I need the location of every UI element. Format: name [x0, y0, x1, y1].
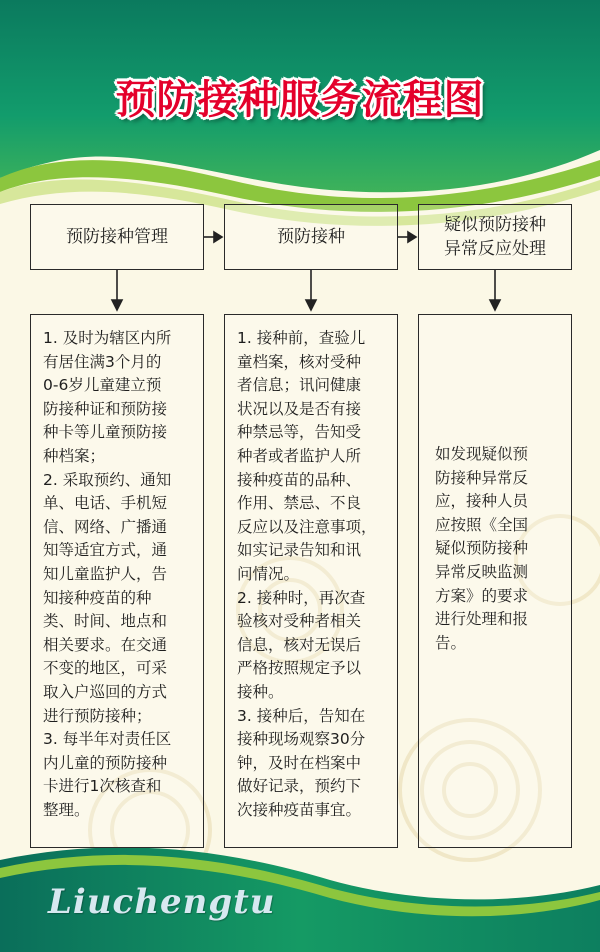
text-line: 内儿童的预防接种	[43, 753, 168, 772]
arrow-down-head	[490, 300, 500, 310]
text-line: 童档案，核对受种	[237, 352, 362, 371]
text-line: 3. 接种后，告知在	[237, 706, 366, 725]
watermark-logo: Liuchengtu	[48, 882, 276, 922]
text-line: 防接种异常反	[435, 468, 529, 487]
text-line: 不变的地区，可采	[43, 659, 168, 678]
text-line: 接种现场观察30分	[237, 730, 366, 749]
text-line: 如发现疑似预	[435, 445, 529, 463]
text-line: 防接种证和预防接	[43, 399, 168, 418]
text-line: 疑似预防接种	[435, 539, 529, 558]
text-line: 知接种疫苗的种	[43, 588, 152, 607]
text-line: 取入户巡回的方式	[43, 682, 168, 701]
text-line: 如实记录告知和讯	[237, 541, 362, 560]
content-box-vaccination	[224, 314, 398, 848]
step-paragraph	[435, 443, 559, 655]
text-line: 方案》的要求	[435, 586, 529, 605]
arrow-right-head	[214, 232, 222, 242]
text-line: 进行预防接种；	[43, 706, 152, 725]
connector-arrows	[0, 0, 600, 330]
step-paragraph	[43, 469, 191, 729]
text-line: 种者或者监护人所	[237, 446, 362, 465]
text-line: 信、网络、广播通	[43, 517, 168, 536]
arrow-down-head	[306, 300, 316, 310]
text-line: 者信息；讯问健康	[237, 376, 362, 395]
text-line: 2. 接种时，再次查	[237, 588, 366, 607]
step-paragraph	[237, 327, 385, 587]
text-line: 2. 采取预约、通知	[43, 470, 172, 489]
text-line: 问情况。	[237, 564, 300, 583]
header-line: 预防接种	[277, 227, 345, 247]
step-paragraph	[237, 587, 385, 705]
text-line: 接种疫苗的品种、	[237, 470, 362, 489]
text-line: 知儿童监护人，告	[43, 564, 168, 583]
step-paragraph	[237, 705, 385, 823]
text-line: 相关要求。在交通	[43, 635, 168, 654]
text-line: 1. 及时为辖区内所	[43, 329, 172, 347]
text-line: 种档案；	[43, 446, 106, 465]
header-line: 疑似预防接种	[444, 215, 546, 235]
header-line: 预防接种管理	[66, 227, 168, 247]
text-line: 告。	[435, 633, 467, 652]
arrow-down-head	[112, 300, 122, 310]
text-line: 种卡等儿童预防接	[43, 423, 168, 442]
text-line: 卡进行1次核查和	[43, 777, 162, 796]
text-line: 严格按照规定予以	[237, 659, 362, 678]
text-line: 整理。	[43, 800, 90, 819]
content-box-adverse-reaction	[418, 314, 572, 848]
text-line: 次接种疫苗事宜。	[237, 800, 362, 819]
header-line: 异常反应处理	[444, 239, 546, 259]
text-line: 作用、禁忌、不良	[237, 494, 362, 513]
text-line: 钟，及时在档案中	[237, 753, 362, 772]
step-paragraph	[43, 728, 191, 822]
text-line: 1. 接种前，查验儿	[237, 329, 366, 347]
content-box-management	[30, 314, 204, 848]
text-line: 验核对受种者相关	[237, 612, 362, 631]
text-line: 接种。	[237, 682, 284, 701]
text-line: 种禁忌等，告知受	[237, 423, 362, 442]
text-line: 信息，核对无误后	[237, 635, 362, 654]
step-paragraph	[43, 327, 191, 469]
text-line: 知等适宜方式，通	[43, 541, 168, 560]
text-line: 进行处理和报	[435, 610, 529, 629]
text-line: 有居住满3个月的	[43, 352, 162, 371]
text-line: 状况以及是否有接	[237, 399, 362, 418]
text-line: 做好记录，预约下	[237, 777, 362, 796]
arrow-right-head	[408, 232, 416, 242]
text-line: 单、电话、手机短	[43, 494, 168, 513]
text-line: 应按照《全国	[435, 515, 529, 534]
text-line: 反应以及注意事项，	[237, 517, 377, 536]
text-line: 应，接种人员	[435, 492, 529, 511]
text-line: 类、时间、地点和	[43, 612, 168, 631]
page-title: 预防接种服务流程图	[115, 77, 485, 123]
text-line: 异常反映监测	[435, 562, 529, 581]
text-line: 3. 每半年对责任区	[43, 730, 172, 749]
text-line: 0-6岁儿童建立预	[43, 376, 162, 395]
